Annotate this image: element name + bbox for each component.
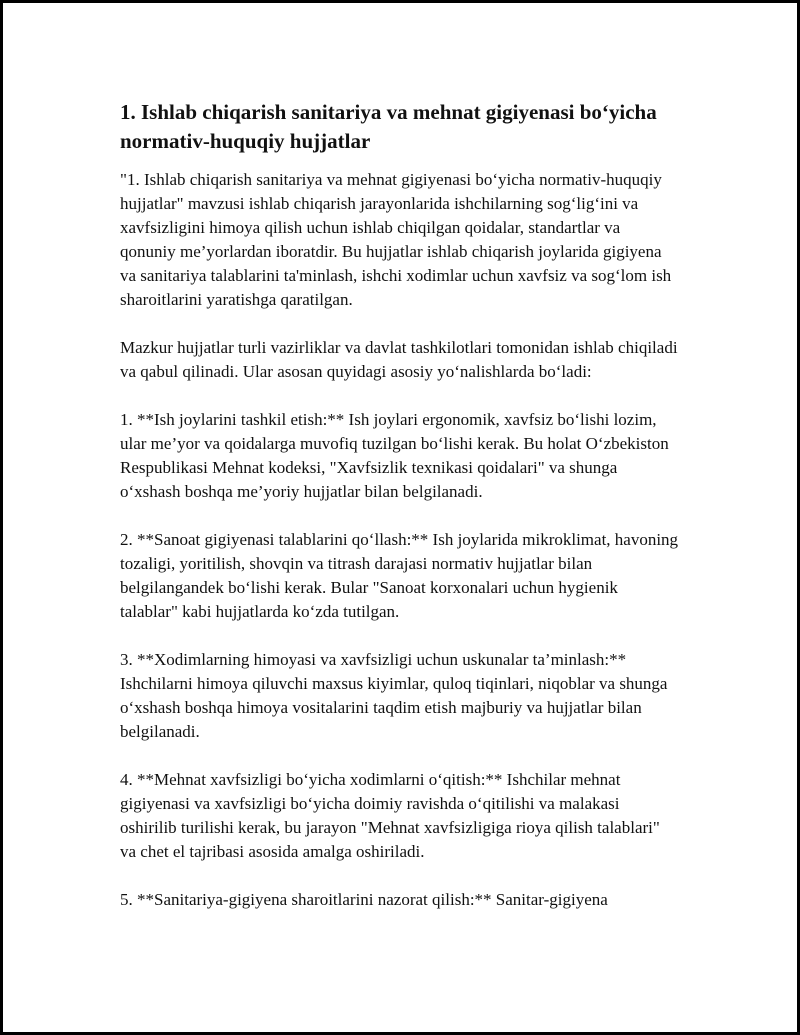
document-body xyxy=(120,98,680,936)
list-item-workplace: 1. **Ish joylarini tashkil etish:** Ish joylari ergonomik, xavfsiz bo‘lishi lozim, ular me’yor va qoidalarga muvofiq tuzilgan bo‘lishi kerak. Bu holat O‘zbekiston Respublikasi Mehnat kodeksi, "Xavfsizlik texnikasi qoidalari" va shunga o‘xshash boshqa me’yoriy hujjatlar bilan belgilanadi. xyxy=(120,410,669,501)
list-item-protective-equipment: 3. **Xodimlarning himoyasi va xavfsizligi uchun uskunalar ta’minlash:** Ishchilarni himoya qiluvchi maxsus kiyimlar, quloq tiqinlari, niqoblar va shunga o‘xshash boshqa himoya vositalarini taqdim etish majburiy va hujjatlar bilan belgilanadi. xyxy=(120,650,668,741)
paragraph-intro: "1. Ishlab chiqarish sanitariya va mehnat gigiyenasi bo‘yicha normativ-huquqiy hujjatlar" mavzusi ishlab chiqarish jarayonlarida ishchilarning sog‘lig‘ini va xavfsizligini himoya qilish uchun ishlab chiqilgan qoidalar, standartlar va qonuniy me’yorlardan iboratdir. Bu hujjatlar ishlab chiqarish joylarida gigiyena va sanitariya talablarini ta'minlash, ishchi xodimlar uchun xavfsiz va sog‘lom ish sharoitlarini yaratishga qaratilgan. xyxy=(120,170,672,309)
list-item-training: 4. **Mehnat xavfsizligi bo‘yicha xodimlarni o‘qitish:** Ishchilar mehnat gigiyenasi va xavfsizligi bo‘yicha doimiy ravishda o‘qitilishi va malakasi oshirilib turilishi kerak, bu jarayon "Mehnat xavfsizligiga rioya qilish talablari" va chet el tajribasi asosida amalga oshiriladi. xyxy=(120,770,660,861)
document-title: 1. Ishlab chiqarish sanitariya va mehnat gigiyenasi bo‘yicha normativ-huquqiy hujjatlar xyxy=(120,100,657,153)
paragraph-overview: Mazkur hujjatlar turli vazirliklar va davlat tashkilotlari tomonidan ishlab chiqiladi va qabul qilinadi. Ular asosan quyidagi asosiy yo‘nalishlarda bo‘ladi: xyxy=(120,338,678,381)
list-item-sanitary-control: 5. **Sanitariya-gigiyena sharoitlarini nazorat qilish:** Sanitar-gigiyena xyxy=(120,890,608,909)
list-item-industrial-hygiene: 2. **Sanoat gigiyenasi talablarini qo‘llash:** Ish joylarida mikroklimat, havoning tozaligi, yoritilish, shovqin va titrash darajasi normativ hujjatlar bilan belgilangandek bo‘lishi kerak. Bular "Sanoat korxonalari uchun hygienik talablar" kabi hujjatlarda ko‘zda tutilgan. xyxy=(120,530,679,621)
